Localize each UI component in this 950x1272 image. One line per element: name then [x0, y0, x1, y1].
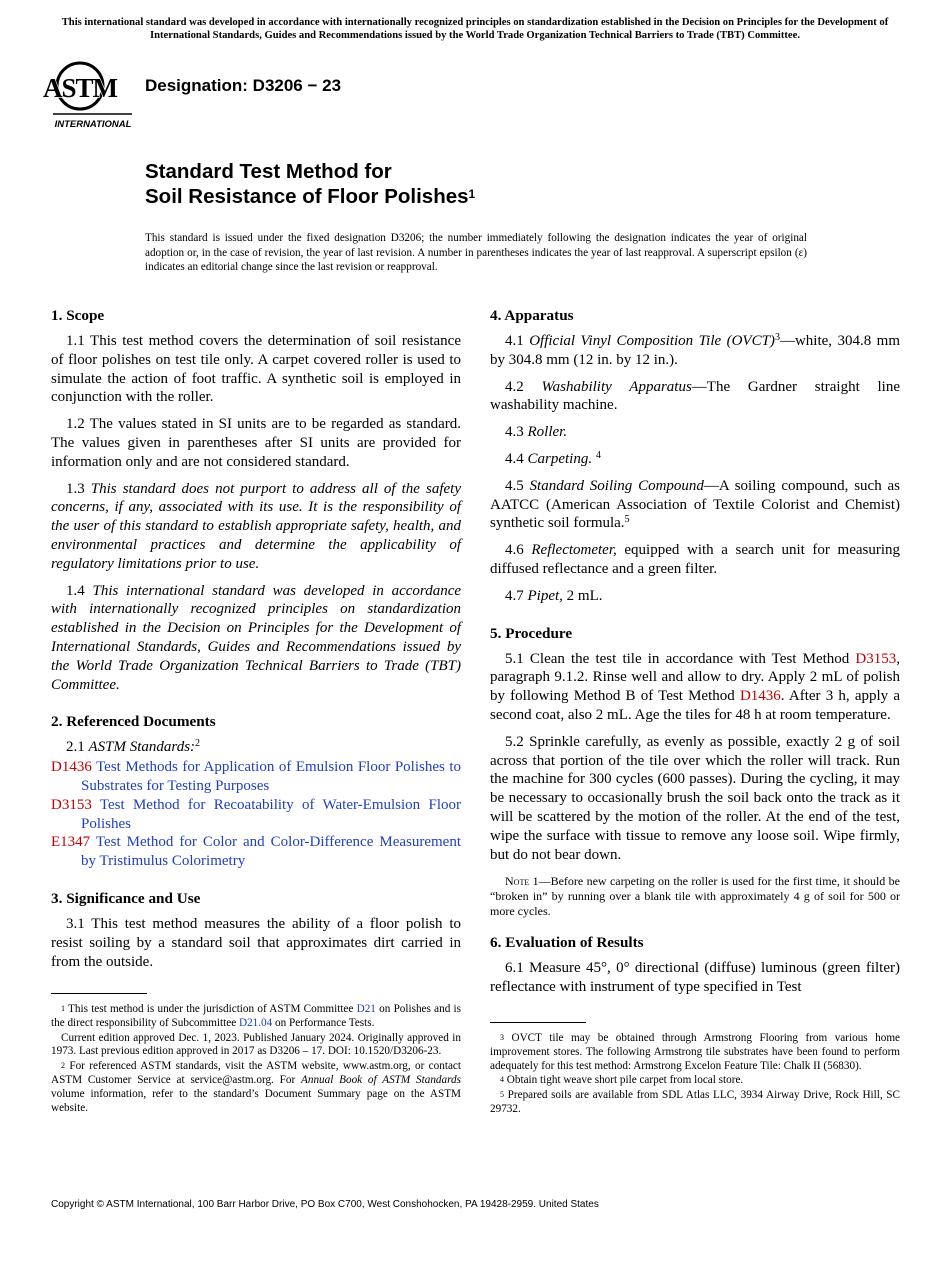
reference-title-link[interactable]: Test Methods for Application of Emulsion Floor Polishes to Substrates for Testing Purposes [81, 759, 461, 794]
footnote-2: $^2$ For referenced ASTM standards, visit the ASTM website, www.astm.org, or contact ASTM Customer Service at service@astm.org. For Annual Book of ASTM Standards volume information, refer to the standard’s Document Summary page on the ASTM website. [51, 1060, 461, 1114]
paragraph-1-1: 1.1 This test method covers the determination of soil resistance of floor polishes on test tile only. A carpet covered roller is used to simulate the action of foot traffic. A synthetic soil is employed in conjunction with the roller. [51, 333, 461, 406]
astm-standards-label: 2.1 ASTM Standards:$^2$ [66, 738, 201, 756]
copyright-footer: Copyright © ASTM International, 100 Barr Harbor Drive, PO Box C700, West Conshohocken, PA 19428-2959. United States [51, 1199, 599, 1210]
footnote-1: $^1$ This test method is under the jurisdiction of ASTM Committee D21 on Polishes and is the direct responsibility of Subcommittee D21.04 on Performance Tests. [51, 1003, 461, 1029]
reference-item[interactable] [51, 758, 461, 796]
section-heading-significance: 3. Significance and Use [51, 889, 201, 907]
issue-note: This standard is issued under the fixed designation D3206; the number immediately following the designation indicates the year of original adoption or, in the case of revision, the year of last revision. A number in parentheses indicates the year of last reapproval. A superscript epsilon (ε) indicates an editorial change since the last revision or reapproval. [145, 232, 807, 273]
paragraph-4-3: 4.3 Roller. [505, 424, 568, 441]
reference-code-link[interactable]: D1436 [51, 759, 92, 776]
title-line-2: Soil Resistance of Floor Polishes$^1$ [145, 185, 476, 208]
footnotes-left [51, 1003, 461, 1116]
paragraph-4-7: 4.7 Pipet, 2 mL. [505, 587, 603, 604]
reference-title-link[interactable]: Test Method for Recoatability of Water-Emulsion Floor Polishes [81, 796, 461, 832]
reference-code-link[interactable]: D3153 [51, 796, 92, 813]
section-heading-referenced-documents: 2. Referenced Documents [51, 713, 216, 731]
section-heading-evaluation: 6. Evaluation of Results [490, 934, 644, 952]
footnote-3: $^3$ OVCT tile may be obtained through Armstrong Flooring from various home improvement stores. The following Armstrong tile substrates have been found to perform adequately for this test method: Armstrong Excelon Feature Tile: Chalk II (56830). [490, 1032, 900, 1072]
top-notice: This international standard was developed in accordance with internationally recognized principles on standardization established in the Decision on Principles for the Development of International Standards, Guides and Recommendations issued by the World Trade Organization Technical Barriers to Trade (TBT) Committee. [61, 17, 889, 41]
document-title [145, 159, 475, 209]
logo-wordmark: ASTM [42, 73, 118, 103]
footnote-4: $^4$ Obtain tight weave short pile carpet from local store. [500, 1074, 744, 1087]
footnote-rule-left [51, 993, 147, 994]
logo-subtitle: INTERNATIONAL [54, 119, 132, 130]
section-heading-apparatus: 4. Apparatus [490, 307, 574, 324]
paragraph-4-2: 4.2 Washability Apparatus—The Gardner straight line washability machine. [490, 378, 901, 414]
footnote-rule-right [490, 1022, 586, 1023]
paragraph-5-2: 5.2 Sprinkle carefully, as evenly as possible, exactly 2 g of soil across that portion of the tile over which the roller will track. Run the machine for 300 cycles (600 passes). During the cycling, it may be necessary to occasionally brush the soil back onto the track as it will be scattered by the motion of the roller. At the end of the test, wipe the surface with tissue to remove any loose soil. Wipe firmly, but do not bear down. [490, 733, 900, 863]
reference-item[interactable] [51, 833, 461, 871]
footnotes-right [490, 1032, 900, 1118]
link-d3153[interactable]: D3153 [855, 650, 897, 667]
paragraph-1-2: 1.2 The values stated in SI units are to be regarded as standard. The values given in parentheses after SI units are provided for information only and are not considered standard. [51, 416, 461, 470]
title-line-1: Standard Test Method for [145, 160, 392, 183]
footnote-1-edition: Current edition approved Dec. 1, 2023. Published January 2024. Originally approved in 1973. Last previous edition approved in 2017 as D3206 – 17. DOI: 10.1520/D3206-23. [51, 1031, 461, 1058]
reference-code-link[interactable]: E1347 [51, 834, 91, 851]
paragraph-4-5: 4.5 Standard Soiling Compound—A soiling compound, such as AATCC (American Association of Textile Colorist and Chemist) synthetic soil formula.$^5$ [490, 477, 900, 532]
right-column [490, 306, 900, 1005]
designation: Designation: D3206 − 23 [145, 76, 342, 95]
left-column [51, 306, 461, 979]
reference-list [51, 758, 461, 871]
footnote-5: $^5$ Prepared soils are available from SDL Atlas LLC, 3934 Airway Drive, Rock Hill, SC 29732. [490, 1089, 900, 1115]
link-subcommittee-d21-04[interactable]: D21.04 [238, 1016, 273, 1029]
note-1: Note 1—Before new carpeting on the roller is used for the first time, it should be “broken in” by running over a blank tile with approximately 4 g of soil for 500 or more cycles. [490, 874, 900, 919]
paragraph-1-4: 1.4 This international standard was developed in accordance with internationally recognized principles on standardization established in the Decision on Principles for the Development of International Standards, Guides and Recommendations issued by the World Trade Organization Technical Barriers to Trade (TBT) Committee. [51, 582, 462, 693]
reference-title-link[interactable]: Test Method for Color and Color-Difference Measurement by Tristimulus Colorimetry [81, 834, 461, 870]
astm-logo [42, 56, 136, 134]
title-footnote-marker: 1 [468, 187, 476, 201]
paragraph-6-1: 6.1 Measure 45°, 0° directional (diffuse) luminous (green filter) reflectance with instrument of type specified in Test [490, 960, 900, 996]
section-heading-procedure: 5. Procedure [490, 624, 573, 642]
paragraph-4-4: 4.4 Carpeting. $^4$ [505, 449, 601, 467]
link-d1436[interactable]: D1436 [739, 688, 781, 705]
link-committee-d21[interactable]: D21 [356, 1003, 376, 1015]
paragraph-5-1: 5.1 Clean the test tile in accordance with Test Method D3153, paragraph 9.1.2. Rinse well and allow to dry. Apply 2 mL of polish by following Method B of Test Method D1436. After 3 h, apply a second coat, also 2 mL. Age the tiles for 48 h at room temperature. [490, 650, 900, 723]
paragraph-1-3: 1.3 This standard does not purport to address all of the safety concerns, if any, associated with its use. It is the responsibility of the user of this standard to establish appropriate safety, health, and environmental practices and determine the applicability of regulatory limitations prior to use. [51, 480, 461, 572]
paragraph-4-6: 4.6 Reflectometer, equipped with a search unit for measuring diffused reflectance and a green filter. [490, 542, 901, 577]
section-heading-scope: 1. Scope [51, 307, 105, 324]
paragraph-4-1: 4.1 Official Vinyl Composition Tile (OVCT)$^3$—white, 304.8 mm by 304.8 mm (12 in. by 12 in.). [490, 332, 901, 368]
reference-item[interactable] [51, 796, 461, 834]
paragraph-3-1: 3.1 This test method measures the ability of a floor polish to resist soiling by a standard soil that approximates dirt carried in from the outside. [51, 915, 461, 970]
